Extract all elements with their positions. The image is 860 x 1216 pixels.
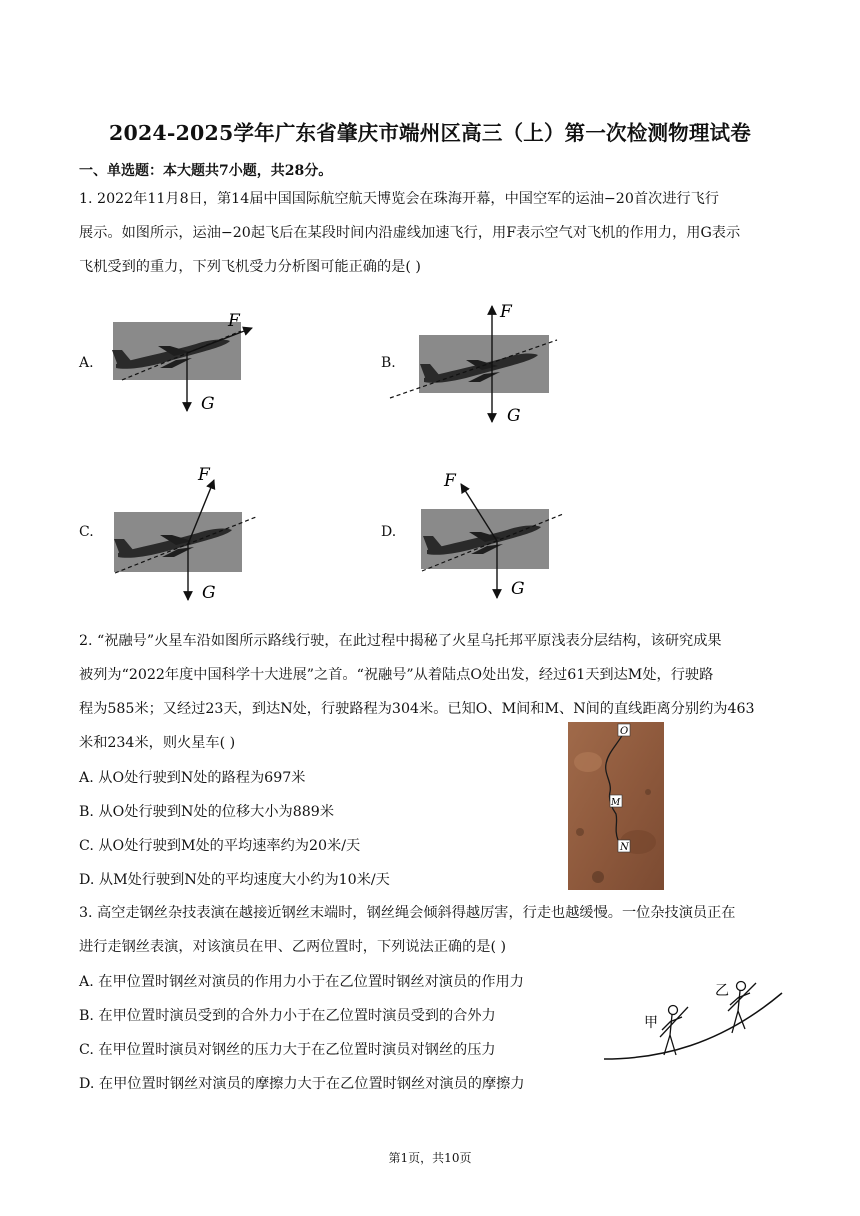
q1-option-a-label: A.	[79, 355, 94, 371]
q1-option-c-label: C.	[79, 524, 94, 540]
figure-c	[114, 465, 256, 603]
label-jia: 甲	[644, 1015, 658, 1031]
force-g-label-b: G	[507, 406, 521, 426]
q1-line2: 展示。如图所示，运油−20起飞后在某段时间内沿虚线加速飞行，用F表示空气对飞机的作用力，用G表示	[79, 225, 741, 241]
figure-d	[421, 471, 563, 599]
force-f-label-c: F	[198, 465, 210, 485]
tightrope-figure	[600, 975, 786, 1067]
q2-line1: 2. “祝融号”火星车沿如图所示路线行驶，在此过程中揭秘了火星乌托邦平原浅表分层结构，该研究成果	[79, 633, 722, 649]
q2-line3: 程为585米；又经过23天，到达N处，行驶路程为304米。已知O、M间和M、N间的直线距离分别约为463	[79, 701, 755, 717]
q1-line1: 1. 2022年11月8日，第14届中国国际航空航天博览会在珠海开幕，中国空军的运油−20首次进行飞行	[79, 191, 719, 207]
q3-option-d: D. 在甲位置时钢丝对演员的摩擦力大于在乙位置时钢丝对演员的摩擦力	[79, 1076, 525, 1092]
map-label-o: O	[620, 726, 629, 737]
q1-line3: 飞机受到的重力，下列飞机受力分析图可能正确的是( )	[79, 259, 421, 275]
force-g-label-d: G	[511, 579, 525, 599]
section-heading: 一、单选题：本大题共7小题，共28分。	[79, 163, 333, 179]
map-label-m: M	[611, 798, 621, 808]
q3-option-b: B. 在甲位置时演员受到的合外力小于在乙位置时演员受到的合外力	[79, 1008, 496, 1024]
mars-route-map	[568, 722, 664, 890]
q2-line4: 米和234米，则火星车( )	[79, 735, 236, 751]
figure-b	[390, 302, 557, 426]
q2-option-b: B. 从O处行驶到N处的位移大小为889米	[79, 804, 335, 820]
force-f-label-d: F	[444, 471, 456, 491]
q1-option-d-label: D.	[381, 524, 397, 540]
q2-option-a: A. 从O处行驶到N处的路程为697米	[79, 770, 306, 786]
q3-line1: 3. 高空走钢丝杂技表演在越接近钢丝末端时，钢丝绳会倾斜得越厉害，行走也越缓慢。一位杂技演员正在	[79, 905, 736, 921]
q1-option-b-label: B.	[381, 355, 396, 371]
force-g-label-c: G	[202, 583, 216, 603]
q2-option-d: D. 从M处行驶到N处的平均速度大小约为10米/天	[79, 872, 390, 888]
q3-line2: 进行走钢丝表演，对该演员在甲、乙两位置时，下列说法正确的是( )	[79, 939, 507, 955]
force-g-label-a: G	[201, 394, 215, 414]
q3-option-c: C. 在甲位置时演员对钢丝的压力大于在乙位置时演员对钢丝的压力	[79, 1042, 496, 1058]
force-f-label-a: F	[228, 311, 240, 331]
page-title: 2024-2025学年广东省肇庆市端州区高三（上）第一次检测物理试卷	[109, 121, 751, 145]
q3-option-a: A. 在甲位置时钢丝对演员的作用力小于在乙位置时钢丝对演员的作用力	[79, 974, 524, 990]
performer-yi	[728, 982, 756, 1034]
force-f-label-b: F	[500, 302, 512, 322]
q2-option-c: C. 从O处行驶到M处的平均速率约为20米/天	[79, 838, 361, 854]
label-yi: 乙	[715, 983, 729, 999]
page-footer: 第1页，共10页	[388, 1151, 472, 1165]
q2-line2: 被列为“2022年度中国科学十大进展”之首。“祝融号”从着陆点O处出发，经过61天到达M处，行驶路	[79, 667, 714, 683]
figure-a	[112, 311, 252, 414]
map-label-n: N	[620, 842, 629, 853]
